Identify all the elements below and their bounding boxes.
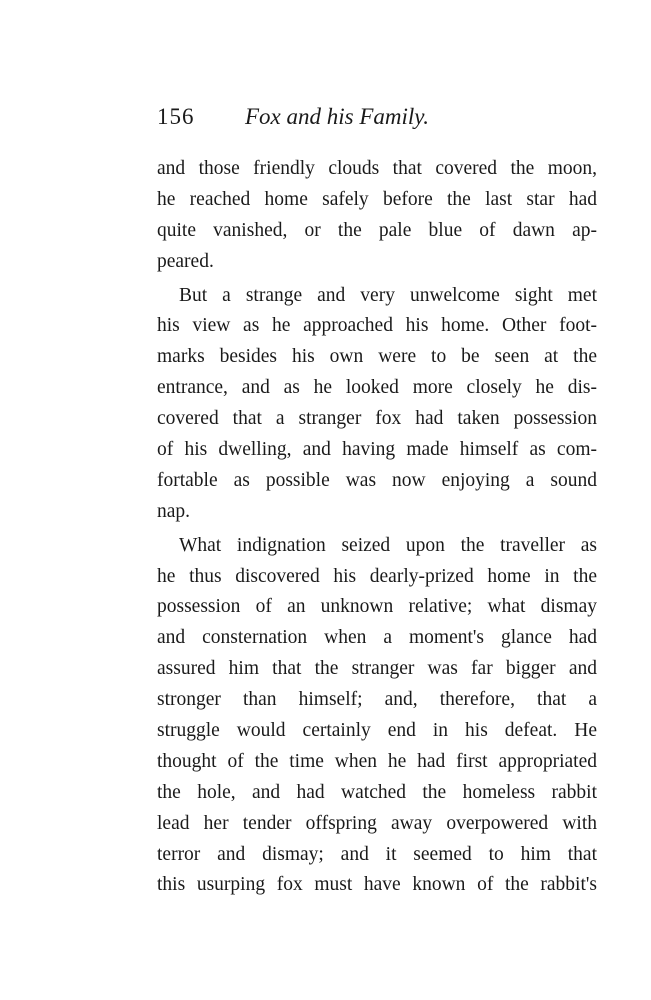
text-line: quite vanished, or the pale blue of dawn ap- bbox=[157, 219, 597, 241]
text-line: What indignation seized upon the traveller as bbox=[179, 534, 597, 556]
paragraph bbox=[157, 531, 597, 902]
text-line: his view as he approached his home. Other foot- bbox=[157, 315, 597, 337]
text-line: entrance, and as he looked more closely he dis- bbox=[157, 377, 597, 399]
text-line: peared. bbox=[157, 250, 214, 272]
text-line: terror and dismay; and it seemed to him that bbox=[157, 843, 597, 865]
text-line: covered that a stranger fox had taken possession bbox=[157, 408, 597, 430]
text-line: struggle would certainly end in his defeat. He bbox=[157, 720, 597, 742]
text-line: nap. bbox=[157, 500, 191, 522]
text-line: and consternation when a moment's glance had bbox=[157, 627, 597, 649]
page-number: 156 bbox=[157, 104, 195, 129]
text-line: possession of an unknown relative; what dismay bbox=[157, 596, 597, 618]
text-line: and those friendly clouds that covered the moon, bbox=[157, 158, 597, 179]
text-line: this usurping fox must have known of the rabbit's bbox=[157, 874, 597, 896]
text-line: he thus discovered his dearly-prized home in the bbox=[157, 565, 597, 587]
text-line: the hole, and had watched the homeless rabbit bbox=[157, 781, 597, 803]
text-line: But a strange and very unwelcome sight met bbox=[179, 284, 597, 306]
text-line: fortable as possible was now enjoying a sound bbox=[157, 469, 597, 491]
text-line: he reached home safely before the last star had bbox=[157, 188, 597, 210]
text-line: stronger than himself; and, therefore, that a bbox=[157, 689, 597, 711]
running-title: Fox and his Family. bbox=[245, 104, 429, 129]
text-line: thought of the time when he had first appropriated bbox=[157, 750, 597, 772]
text-line: assured him that the stranger was far bigger and bbox=[157, 658, 597, 680]
paragraph bbox=[157, 154, 597, 278]
text-line: lead her tender offspring away overpowered with bbox=[157, 812, 597, 834]
page-body bbox=[157, 154, 597, 901]
text-line: marks besides his own were to be seen at the bbox=[157, 346, 597, 368]
paragraph bbox=[157, 281, 597, 528]
text-line: of his dwelling, and having made himself as com- bbox=[157, 439, 597, 461]
running-header bbox=[157, 104, 597, 138]
